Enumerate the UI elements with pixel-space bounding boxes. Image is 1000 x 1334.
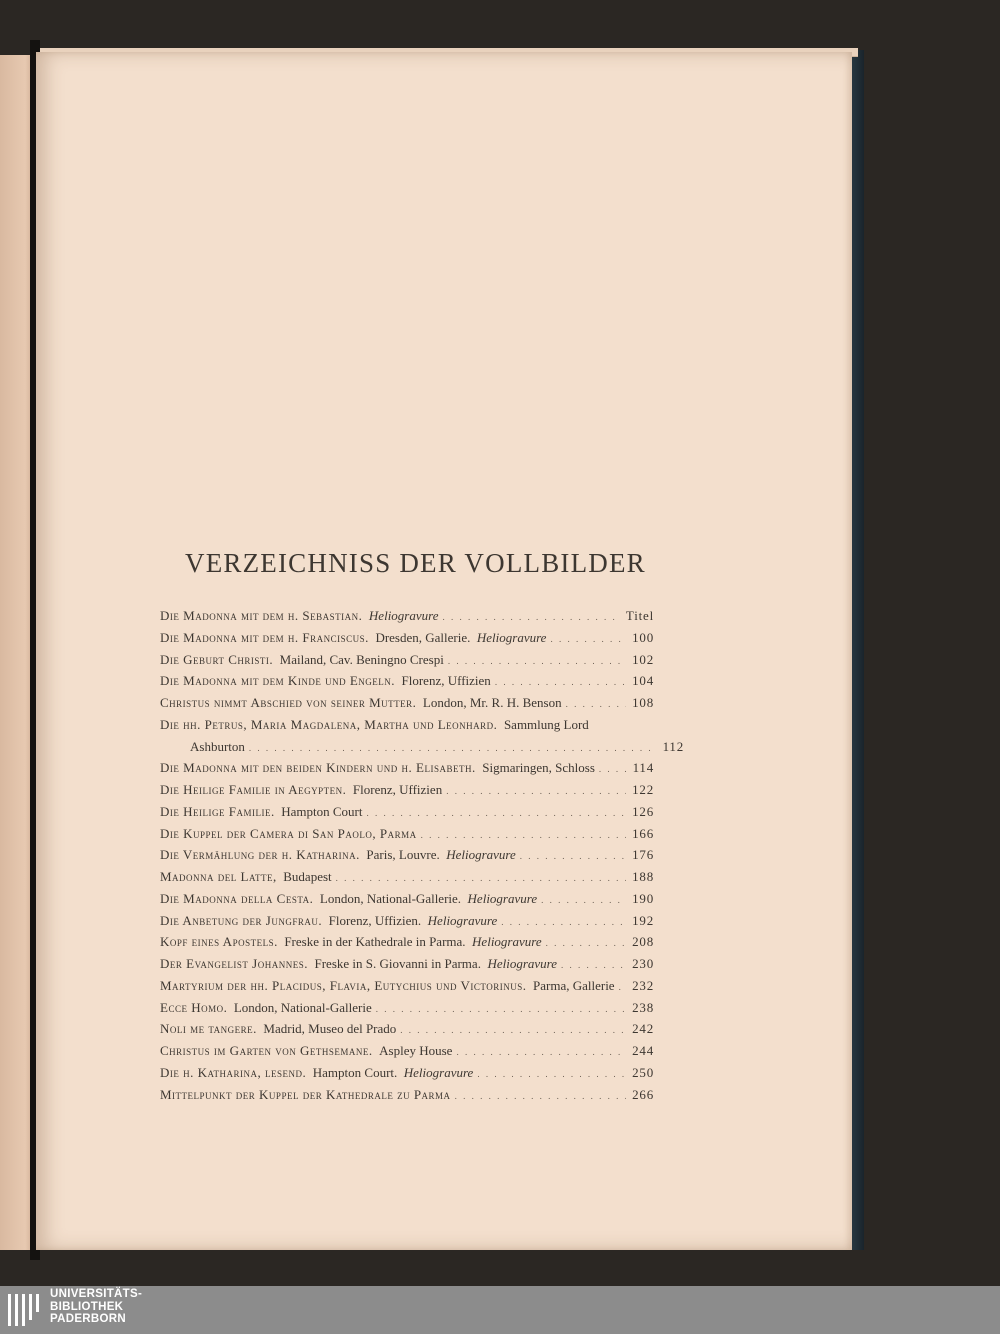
toc-entry-technique: Heliogravure xyxy=(368,608,439,623)
toc-entry-location: Hampton Court xyxy=(281,803,363,819)
toc-entry-title: Der Evangelist Johannes. xyxy=(160,956,308,971)
leader-dots xyxy=(561,953,626,977)
toc-entry xyxy=(160,931,654,953)
toc-entry-text xyxy=(160,888,537,910)
toc-page-number: 166 xyxy=(632,825,654,841)
toc-entry-line xyxy=(160,931,654,955)
toc-entry-title: Die Heilige Familie. xyxy=(160,803,275,819)
toc-entry-title: Die hh. Petrus, Maria Magdalena, Martha und Leonhard. xyxy=(160,716,498,732)
leader-dots xyxy=(501,910,626,934)
toc-page-number: 188 xyxy=(632,869,654,884)
toc-entry xyxy=(160,627,654,649)
toc-entry-location: Budapest xyxy=(283,869,332,884)
toc-page-number: 104 xyxy=(632,673,654,689)
toc-entry-text xyxy=(160,975,615,997)
toc-entry xyxy=(160,649,654,671)
book-page xyxy=(36,52,852,1250)
toc-entry-title: Die Madonna mit dem Kinde und Engeln. xyxy=(160,673,396,689)
toc-entry-title: Die h. Katharina, lesend. xyxy=(160,1064,307,1080)
toc-entry-text xyxy=(160,801,362,823)
toc-page-number: 242 xyxy=(632,1021,654,1037)
library-logo-icon xyxy=(6,1292,42,1328)
toc-entry-line xyxy=(160,649,654,673)
toc-entry-technique: Heliogravure xyxy=(476,629,547,645)
toc-page-number: 244 xyxy=(632,1043,654,1058)
toc-entry xyxy=(160,757,654,779)
library-name xyxy=(50,1288,142,1326)
toc-entry-title: Madonna del Latte, xyxy=(160,869,277,884)
toc-page-number: 112 xyxy=(662,738,684,754)
toc-entry-title: Die Madonna mit dem h. Franciscus. xyxy=(160,629,369,645)
toc-entry-location: Dresden, Gallerie. xyxy=(375,629,471,645)
toc-entry-line xyxy=(160,801,654,825)
toc-page-number: 176 xyxy=(632,847,654,863)
toc-entry-line xyxy=(160,823,654,847)
toc-entry xyxy=(160,975,654,997)
toc-entry-line xyxy=(160,866,654,890)
toc-entry-line xyxy=(160,1040,654,1064)
toc-entry-title: Die Heilige Familie in Aegypten. xyxy=(160,782,347,797)
page-title: VERZEICHNISS DER VOLLBILDER xyxy=(185,548,646,579)
toc-page-number: 122 xyxy=(632,782,654,797)
toc-entry-line xyxy=(160,692,654,716)
leader-dots xyxy=(520,844,626,868)
toc-page-number: 238 xyxy=(632,999,654,1015)
toc-entry xyxy=(160,910,654,932)
leader-dots xyxy=(448,649,626,673)
toc-page-number: 208 xyxy=(632,934,654,950)
toc-entry xyxy=(160,801,654,823)
leader-dots xyxy=(619,975,627,999)
leader-dots xyxy=(550,627,626,651)
toc-page-number: 126 xyxy=(632,803,654,819)
toc-entry-title: Christus nimmt Abschied von seiner Mutter. xyxy=(160,695,417,710)
toc-entry-line xyxy=(160,953,654,977)
toc-entry-continuation xyxy=(160,736,684,758)
toc-entry-text xyxy=(160,931,542,953)
toc-entry-location: Hampton Court. xyxy=(312,1064,398,1080)
toc-entry-line xyxy=(160,1062,654,1086)
table-of-contents xyxy=(160,605,684,1105)
leader-dots xyxy=(376,997,626,1021)
toc-entry-title: Martyrium der hh. Placidus, Flavia, Eutychius und Victorinus. xyxy=(160,977,527,993)
toc-entry-location: Aspley House xyxy=(379,1043,453,1058)
leader-dots xyxy=(456,1040,626,1064)
toc-page-number: 190 xyxy=(632,890,654,906)
leader-dots xyxy=(442,605,619,629)
toc-entry-title: Ecce Homo. xyxy=(160,999,228,1015)
toc-entry xyxy=(160,692,654,714)
toc-entry-line xyxy=(160,779,654,803)
toc-entry xyxy=(160,823,654,845)
toc-entry xyxy=(160,1018,654,1040)
toc-page-number: 108 xyxy=(632,695,654,710)
toc-entry xyxy=(160,605,654,627)
toc-entry-text xyxy=(160,823,417,845)
toc-entry-title: Christus im Garten von Gethsemane. xyxy=(160,1043,373,1058)
library-name-line-3: PADERBORN xyxy=(50,1313,126,1325)
toc-entry-location: Florenz, Uffizien xyxy=(352,782,443,797)
toc-entry-location: Mailand, Cav. Beningno Crespi xyxy=(279,651,444,667)
toc-entry-title: Mittelpunkt der Kuppel der Kathedrale zu Parma xyxy=(160,1086,451,1102)
toc-entry-location: Paris, Louvre. xyxy=(366,847,440,863)
toc-entry-technique: Heliogravure xyxy=(403,1064,474,1080)
toc-entry-location: Florenz, Uffizien. xyxy=(328,912,422,928)
toc-entry-technique: Heliogravure xyxy=(427,912,498,928)
toc-entry-location: Parma, Gallerie xyxy=(533,977,615,993)
toc-entry-technique: Heliogravure xyxy=(446,847,516,863)
toc-entry-line xyxy=(160,736,684,760)
toc-entry-title: Die Kuppel der Camera di San Paolo, Parma xyxy=(160,825,417,841)
toc-entry-location: London, Mr. R. H. Benson xyxy=(422,695,562,710)
toc-entry xyxy=(160,1084,654,1106)
toc-entry-location: Madrid, Museo del Prado xyxy=(263,1021,397,1037)
toc-entry-text xyxy=(160,910,497,932)
toc-entry-text xyxy=(160,1040,452,1062)
toc-entry-text xyxy=(160,866,332,888)
toc-entry-technique: Heliogravure xyxy=(467,890,538,906)
toc-entry-text xyxy=(160,1018,396,1040)
toc-entry xyxy=(160,1040,654,1062)
leader-dots xyxy=(477,1062,626,1086)
toc-page-number: 230 xyxy=(632,956,654,971)
toc-page-number: 192 xyxy=(632,912,654,928)
toc-entry-title: Die Geburt Christi. xyxy=(160,651,274,667)
toc-page-number: 114 xyxy=(632,760,654,776)
toc-entry-line xyxy=(160,714,654,736)
leader-dots xyxy=(366,801,626,825)
toc-entry-title: Noli me tangere. xyxy=(160,1021,257,1037)
toc-entry-text xyxy=(160,757,595,779)
toc-entry-technique: Heliogravure xyxy=(472,934,542,950)
toc-entry-line xyxy=(160,844,654,868)
toc-entry-text xyxy=(160,649,444,671)
leader-dots xyxy=(546,931,626,955)
toc-entry-technique: Heliogravure xyxy=(487,956,558,971)
toc-page-number: 266 xyxy=(632,1086,654,1102)
leader-dots xyxy=(249,736,657,760)
toc-page-number: 232 xyxy=(632,977,654,993)
toc-entry-location: London, National-Gallerie. xyxy=(319,890,462,906)
leader-dots xyxy=(541,888,626,912)
toc-entry-title: Die Anbetung der Jungfrau. xyxy=(160,912,323,928)
toc-entry-location: Florenz, Uffizien xyxy=(401,673,491,689)
toc-entry-line xyxy=(160,1018,654,1042)
leader-dots xyxy=(446,779,626,803)
leader-dots xyxy=(599,757,627,781)
toc-entry-title: Die Madonna mit den beiden Kindern und h. Elisabeth. xyxy=(160,760,476,776)
toc-entry-line xyxy=(160,910,654,934)
toc-entry-location: Freske in der Kathedrale in Parma. xyxy=(284,934,466,950)
toc-entry-text xyxy=(160,1084,451,1106)
toc-entry xyxy=(160,997,654,1019)
toc-entry-title: Die Vermählung der h. Katharina. xyxy=(160,847,360,863)
toc-entry-line xyxy=(160,670,654,694)
toc-entry-title: Die Madonna della Cesta. xyxy=(160,890,314,906)
toc-entry-text xyxy=(160,844,516,866)
library-name-line-2: BIBLIOTHEK xyxy=(50,1300,124,1313)
toc-entry-text xyxy=(160,953,557,975)
toc-entry-line xyxy=(160,975,654,999)
toc-entry-line xyxy=(160,888,654,912)
toc-entry-title: Die Madonna mit dem h. Sebastian. xyxy=(160,608,363,623)
toc-entry xyxy=(160,1062,654,1084)
toc-entry-line xyxy=(160,757,654,781)
leader-dots xyxy=(455,1084,627,1108)
toc-entry xyxy=(160,888,654,910)
toc-entry-text xyxy=(160,1062,473,1084)
toc-entry xyxy=(160,953,654,975)
toc-entry-text xyxy=(160,997,372,1019)
toc-entry-line xyxy=(160,605,654,629)
toc-page-number: Titel xyxy=(625,608,654,623)
toc-entry-text xyxy=(160,714,589,736)
leader-dots xyxy=(495,670,626,694)
toc-entry-text xyxy=(160,692,562,714)
toc-entry-line xyxy=(160,627,654,651)
library-name-line-1: UNIVERSITÄTS- xyxy=(50,1288,143,1300)
leader-dots xyxy=(566,692,627,716)
toc-entry-location: Sigmaringen, Schloss xyxy=(482,760,595,776)
toc-entry-text xyxy=(160,627,546,649)
toc-entry-text xyxy=(160,605,438,627)
toc-entry xyxy=(160,714,654,736)
leader-dots xyxy=(421,823,626,847)
toc-entry-text xyxy=(160,670,491,692)
toc-entry-line xyxy=(160,997,654,1021)
toc-page-number: 102 xyxy=(632,651,654,667)
toc-entry xyxy=(160,844,654,866)
leader-dots xyxy=(336,866,626,890)
toc-entry-location: Freske in S. Giovanni in Parma. xyxy=(314,956,481,971)
toc-entry-title: Kopf eines Apostels. xyxy=(160,934,278,950)
toc-page-number: 100 xyxy=(632,629,654,645)
toc-entry xyxy=(160,670,654,692)
toc-entry-location: London, National-Gallerie xyxy=(233,999,372,1015)
toc-entry xyxy=(160,779,654,801)
toc-entry-line xyxy=(160,1084,654,1108)
toc-entry-location: Ashburton xyxy=(190,738,245,754)
leader-dots xyxy=(400,1018,626,1042)
toc-entry-location: Sammlung Lord xyxy=(503,716,589,732)
toc-entry xyxy=(160,866,654,888)
toc-page-number: 250 xyxy=(632,1064,654,1080)
library-footer xyxy=(0,1286,1000,1334)
toc-entry-text xyxy=(160,779,442,801)
